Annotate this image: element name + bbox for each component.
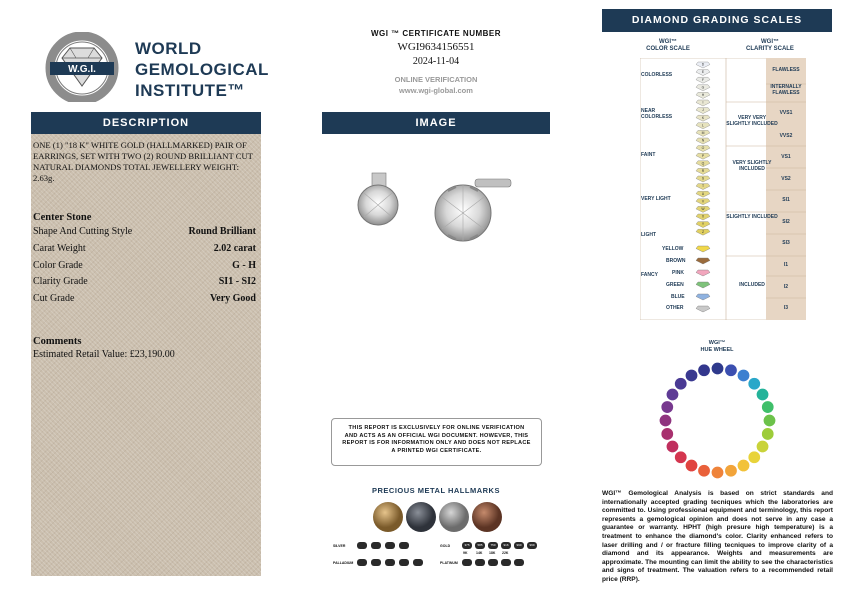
color-grade-gem — [696, 176, 710, 182]
hue-swatch — [685, 369, 697, 381]
clarity-vs1: VS1 — [781, 154, 791, 160]
fancy-brown: BROWN — [666, 258, 686, 264]
brand-line-1: WORLD — [135, 39, 202, 58]
hallmark-mark — [475, 559, 485, 566]
svg-text:S: S — [701, 176, 705, 181]
hallmark-label-silver: SILVER — [333, 544, 346, 548]
hue-swatch — [666, 440, 678, 452]
verification-notice: THIS REPORT IS EXCLUSIVELY FOR ONLINE VERIFICATION AND ACTS AS AN OFFICIAL WGI DOCUMENT. HOWEVER, THIS REPORT IS FOR INFORMATION ONLY AND DOES NOT REPLACE A PRINTED WGI CERTIFICATE. — [331, 418, 542, 466]
hue-swatch — [661, 401, 673, 413]
fancy-color-gem — [696, 246, 710, 252]
color-group-faint: FAINT — [641, 152, 656, 158]
online-verification-url[interactable]: www.wgi-global.com — [399, 86, 473, 95]
hue-swatch — [711, 362, 723, 374]
karat-9k: 9K — [463, 551, 468, 555]
spec-row-clarity — [33, 276, 256, 287]
item-description: ONE (1) "18 K" WHITE GOLD (HALLMARKED) PAIR OF EARRINGS, SET WITH TWO (2) ROUND BRILLIANT CUT NATURAL DIAMONDS TOTAL JEWELLERY WEIGHT: 2.63g. — [33, 140, 253, 183]
color-grade-gem — [696, 184, 710, 190]
hue-swatch — [675, 451, 687, 463]
hallmark-mark — [501, 559, 511, 566]
svg-text:R: R — [701, 169, 705, 173]
hallmark-mark — [385, 559, 395, 566]
hallmark-mark — [399, 559, 409, 566]
clarity-group-included: INCLUDED — [739, 282, 765, 288]
spec-value: 2.02 carat — [213, 243, 256, 254]
color-grade-gem — [696, 168, 710, 174]
hue-swatch — [748, 451, 760, 463]
certificate-number: WGI9634156551 — [397, 41, 475, 53]
hue-wheel — [650, 353, 785, 488]
hallmark-mark — [357, 542, 367, 549]
color-grade-gem — [696, 153, 710, 159]
hue-swatch — [675, 378, 687, 390]
clarity-i1: I1 — [783, 262, 789, 268]
svg-text:K: K — [701, 115, 705, 120]
spec-row-shape — [33, 226, 256, 237]
hallmark-label-palladium: PALLADIUM — [333, 561, 354, 565]
clarity-si2: SI2 — [782, 219, 790, 225]
color-grade-gem — [696, 115, 710, 121]
certificate-label: WGI ™ CERTIFICATE NUMBER — [370, 29, 502, 38]
hallmark-gold-916: 916 — [501, 542, 511, 549]
fancy-color-gem — [696, 258, 710, 264]
svg-text:U: U — [701, 191, 705, 196]
hallmark-gold-585: 585 — [475, 542, 485, 549]
rose-gold-coin — [472, 502, 502, 532]
platinum-coin — [406, 502, 436, 532]
clarity-i2: I2 — [783, 284, 789, 290]
svg-text:J: J — [702, 108, 704, 113]
hue-swatch — [756, 388, 768, 400]
description-header: DESCRIPTION — [31, 112, 261, 134]
svg-text:X: X — [701, 214, 705, 219]
color-grade-gem — [696, 70, 710, 76]
color-grade-gem — [696, 92, 710, 98]
svg-text:O: O — [701, 146, 705, 151]
hue-wheel-title: WGI™ HUE WHEEL — [700, 340, 734, 353]
legal-disclaimer: WGI™ Gemological Analysis is based on strict standards and internationally accepted grading tecniques which the laboratories are committed to. Using professional equipment and terminology, this report represents a gemological opinion and does not serve in any case a guarantee or warranty. HPHT (high presure high temperature) is a treatment to enhance the diamond's color. Clarity enhanced refers to laser drilling and / or fracture filling tecniques to improve clarity of a diamond and its appearance. Weights and measurements are approximate. The mounting can limit the ability to see the characteristics and signs of treatment. The valuation refers to a recommended retail price (RRP). — [602, 490, 833, 583]
color-grade-gem — [696, 77, 710, 83]
color-grade-gem — [696, 199, 710, 205]
grading-scales-header: DIAMOND GRADING SCALES — [602, 9, 832, 32]
svg-text:F: F — [701, 77, 705, 82]
spec-label: Clarity Grade — [33, 276, 88, 287]
online-verification-label: ONLINE VERIFICATION — [394, 75, 478, 84]
svg-text:D: D — [701, 62, 705, 67]
color-grade-gem — [696, 222, 710, 228]
clarity-if: INTERNALLY FLAWLESS — [770, 84, 802, 96]
hue-swatch — [698, 364, 710, 376]
color-group-colorless: COLORLESS — [641, 72, 673, 78]
brand-name — [135, 38, 269, 101]
earring-left — [358, 173, 398, 225]
hue-swatch — [685, 459, 697, 471]
clarity-group-vs: VERY SLIGHTLY INCLUDED — [732, 160, 772, 172]
hallmark-gold-375: 375 — [462, 542, 472, 549]
hallmark-mark — [371, 559, 381, 566]
hue-swatch — [666, 388, 678, 400]
karat-22k: 22K — [502, 551, 509, 555]
hallmark-mark — [413, 559, 423, 566]
svg-text:G: G — [701, 85, 705, 90]
earring-right — [435, 179, 511, 241]
svg-text:P: P — [701, 153, 705, 158]
fancy-color-gem — [696, 270, 710, 276]
hue-swatch — [711, 466, 723, 478]
hallmark-gold-999: 999 — [527, 542, 537, 549]
hallmark-label-gold: GOLD — [440, 544, 451, 548]
clarity-vs2: VS2 — [781, 176, 791, 182]
svg-text:N: N — [701, 138, 705, 143]
hue-swatch — [737, 459, 749, 471]
gold-coin — [373, 502, 403, 532]
svg-text:T: T — [701, 184, 705, 189]
fancy-green: GREEN — [666, 282, 684, 288]
hallmark-label-platinum: PLATINUM — [440, 561, 458, 565]
spec-row-carat — [33, 243, 256, 254]
silver-coin — [439, 502, 469, 532]
clarity-si1: SI1 — [782, 197, 790, 203]
spec-label: Color Grade — [33, 260, 83, 271]
clarity-scale-heading: WGI™ CLARITY SCALE — [746, 39, 794, 52]
svg-text:Z: Z — [701, 229, 705, 234]
fancy-color-gem — [696, 282, 710, 288]
spec-value: Round Brilliant — [188, 226, 256, 237]
color-grade-gem — [696, 214, 710, 220]
brand-line-2: GEMOLOGICAL — [135, 60, 269, 79]
color-grade-gem — [696, 138, 710, 144]
fancy-other: OTHER — [666, 305, 684, 311]
hallmarks-title: PRECIOUS METAL HALLMARKS — [372, 486, 500, 495]
hallmark-mark — [371, 542, 381, 549]
logo-monogram: W.G.I. — [68, 64, 96, 75]
hue-swatch — [762, 401, 774, 413]
hue-swatch — [725, 364, 737, 376]
center-stone-heading: Center Stone — [33, 212, 92, 223]
hue-swatch — [737, 369, 749, 381]
hallmark-mark — [462, 559, 472, 566]
color-scale-heading: WGI™ COLOR SCALE — [646, 39, 690, 52]
svg-text:Q: Q — [701, 161, 705, 166]
color-grade-gem — [696, 161, 710, 167]
fancy-gem-stack — [696, 246, 710, 312]
color-grade-gem — [696, 146, 710, 152]
color-grade-gem — [696, 229, 710, 235]
hue-swatch — [698, 465, 710, 477]
spec-label: Shape And Cutting Style — [33, 226, 133, 237]
hallmark-mark — [385, 542, 395, 549]
color-grade-gem — [696, 85, 710, 91]
hallmark-gold-750: 750 — [488, 542, 498, 549]
clarity-i3: I3 — [783, 305, 789, 311]
color-grade-gem — [696, 100, 710, 106]
color-group-very-light: VERY LIGHT — [641, 196, 671, 202]
color-grade-gem — [696, 108, 710, 114]
clarity-fl: FLAWLESS — [772, 67, 800, 73]
karat-14k: 14K — [476, 551, 483, 555]
hue-swatch — [659, 414, 671, 426]
svg-text:L: L — [702, 123, 704, 128]
clarity-si3: SI3 — [782, 240, 790, 246]
hue-swatch — [725, 465, 737, 477]
svg-text:M: M — [701, 131, 705, 135]
hue-swatch — [661, 428, 673, 440]
color-grade-gem — [696, 123, 710, 129]
hue-swatch — [756, 440, 768, 452]
spec-row-cut — [33, 293, 256, 304]
earrings-photo — [350, 165, 520, 255]
svg-text:Y: Y — [701, 222, 705, 227]
color-grade-gem — [696, 62, 710, 68]
color-grade-gem — [696, 191, 710, 197]
hue-swatch — [762, 428, 774, 440]
color-grade-gem — [696, 206, 710, 212]
spec-value: Very Good — [209, 293, 256, 304]
color-gem-stack — [696, 62, 710, 235]
grading-scale-table — [640, 58, 806, 320]
fancy-blue: BLUE — [671, 294, 685, 300]
hallmark-mark — [357, 559, 367, 566]
color-group-near-colorless: NEAR COLORLESS — [641, 108, 673, 120]
hallmark-mark — [399, 542, 409, 549]
svg-text:E: E — [701, 70, 705, 75]
spec-label: Carat Weight — [33, 243, 86, 254]
fancy-pink: PINK — [672, 270, 684, 276]
hallmark-mark — [488, 559, 498, 566]
svg-text:V: V — [701, 199, 705, 204]
fancy-color-gem — [696, 294, 710, 300]
metal-coins — [372, 500, 502, 534]
color-grade-gem — [696, 130, 710, 136]
hue-swatch — [763, 414, 775, 426]
comments-value: Estimated Retail Value: £23,190.00 — [33, 349, 175, 360]
hallmark-mark — [514, 559, 524, 566]
comments-heading: Comments — [33, 336, 82, 347]
spec-value: SI1 - SI2 — [218, 276, 256, 287]
clarity-group-si: SLIGHTLY INCLUDED — [726, 214, 778, 220]
spec-value: G - H — [232, 260, 256, 271]
color-group-fancy: FANCY — [641, 272, 658, 278]
svg-text:H: H — [701, 93, 705, 97]
fancy-yellow: YELLOW — [662, 246, 684, 252]
image-header: IMAGE — [322, 112, 550, 134]
fancy-color-gem — [696, 306, 710, 312]
hallmark-gold-990: 990 — [514, 542, 524, 549]
spec-row-color — [33, 260, 256, 271]
color-group-light: LIGHT — [641, 232, 656, 238]
karat-18k: 18K — [489, 551, 496, 555]
clarity-group-vvs: VERY VERY SLIGHTLY INCLUDED — [726, 115, 778, 127]
brand-line-3: INSTITUTE™ — [135, 81, 245, 100]
clarity-vvs2: VVS2 — [779, 133, 793, 139]
clarity-vvs1: VVS1 — [779, 110, 793, 116]
svg-text:W: W — [701, 207, 705, 211]
spec-label: Cut Grade — [33, 293, 75, 304]
certificate-date: 2024-11-04 — [412, 56, 460, 67]
hue-swatch — [748, 378, 760, 390]
svg-text:I: I — [702, 100, 704, 105]
